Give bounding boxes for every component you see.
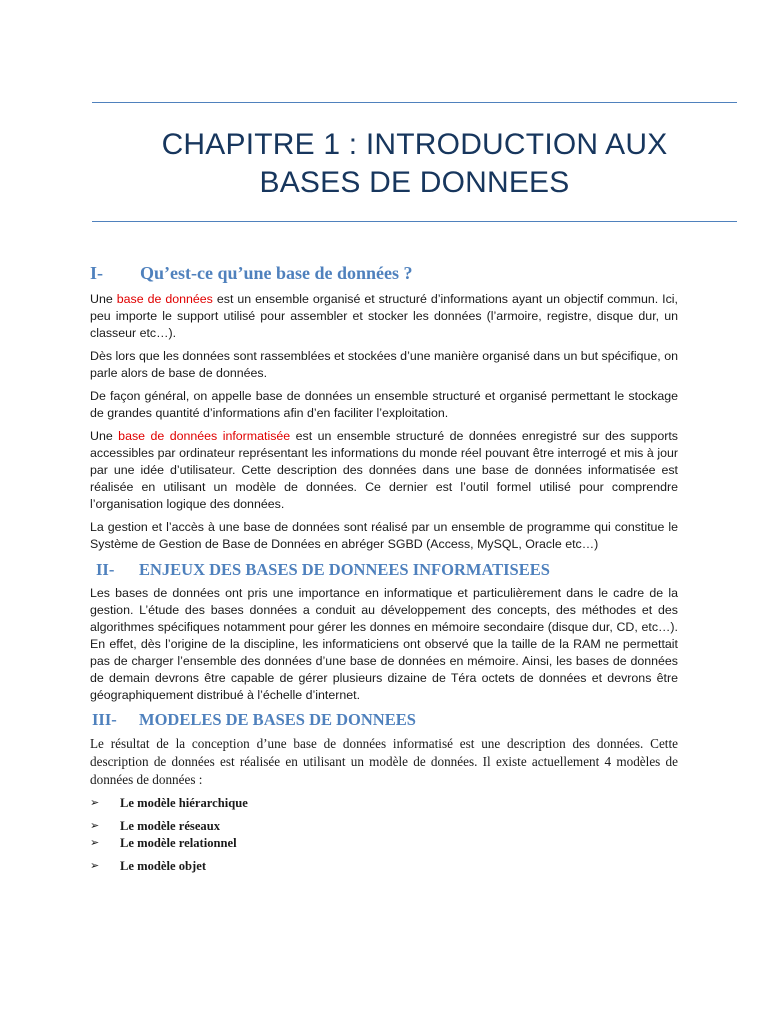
document-body [90, 258, 678, 875]
section-3-number: III- [92, 710, 117, 729]
list-item-label: Le modèle réseaux [120, 819, 221, 833]
chapter-title [92, 126, 737, 202]
section-1-paragraph-2: Dès lors que les données sont rassemblées et stockées d’une manière organisé dans un but spécifique, on parle alors de base de données. [90, 349, 678, 380]
section-3-title: MODELES DE BASES DE DONNEES [139, 710, 416, 729]
list-item [90, 795, 678, 812]
section-1-title: Qu’est-ce qu’une base de données ? [140, 263, 413, 283]
section-1-paragraph-4 [90, 428, 678, 513]
title-bottom-rule [92, 221, 737, 222]
chapter-title-line-2: BASES DE DONNEES [259, 166, 570, 199]
text-run: est un ensemble structuré de données enregistré sur des supports accessibles par ordinateur représentant les informations du monde réel pouvant être interrogé et mis à jour par une idée d’utilisateur. Cette description des données dans une base de données informatisée est réalisée en utilisant un modèle de données. Ce dernier est l’outil formel utilisé pour comprendre l’organisation logique des données. [90, 429, 678, 511]
text-run: Une [90, 292, 117, 306]
text-run: est un ensemble organisé et structuré d’informations ayant un objectif commun. Ici, peu importe le support utilisé pour assembler et stocker les données (l’armoire, registre, disque dur, un classeur etc…). [90, 292, 678, 340]
list-item [90, 835, 678, 852]
arrowhead-bullet-icon: ➢ [90, 797, 100, 809]
title-top-rule [92, 102, 737, 103]
section-2-title: ENJEUX DES BASES DE DONNEES INFORMATISEES [139, 560, 550, 579]
section-2-number: II- [96, 560, 115, 579]
section-1-heading [90, 263, 678, 284]
section-3-paragraph-1: Le résultat de la conception d’une base de données informatisé est une description des données. Cette description de données est réalisée en utilisant un modèle de données. Il existe actuellement 4 modèles de données de données : [90, 736, 678, 787]
section-1-paragraph-1 [90, 291, 678, 342]
section-3-heading [90, 710, 678, 730]
text-run: Une [90, 429, 119, 443]
list-item-label: Le modèle hiérarchique [120, 796, 248, 810]
arrowhead-bullet-icon: ➢ [90, 837, 100, 849]
highlight-term-base-informatisee: base de données informatisée [118, 429, 291, 443]
arrowhead-bullet-icon: ➢ [90, 860, 100, 872]
arrowhead-bullet-icon: ➢ [90, 820, 100, 832]
chapter-title-line-1: CHAPITRE 1 : INTRODUCTION AUX [161, 128, 668, 161]
list-item-label: Le modèle relationnel [120, 836, 237, 850]
highlight-term-base-de-donnees: base de données [116, 292, 213, 306]
section-2-heading [90, 560, 678, 580]
section-1-number: I- [90, 263, 103, 283]
list-item-label: Le modèle objet [120, 859, 207, 873]
section-1-paragraph-5: La gestion et l’accès à une base de données sont réalisé par un ensemble de programme qui constitue le Système de Gestion de Base de Données en abréger SGBD (Access, MySQL, Oracle etc…) [90, 520, 678, 551]
section-2-paragraph-1: Les bases de données ont pris une importance en informatique et particulièrement dans le cadre de la gestion. L’étude des bases données a conduit au développement des concepts, des méthodes et des algorithmes spécifiques notamment pour gérer les donnes en mémoire secondaire (disque dur, CD, etc…). En effet, dès l’origine de la discipline, les informaticiens ont observé que la taille de la RAM ne permettait pas de charger l’ensemble des données d’une base de données en mémoire. Ainsi, les bases de données de demain devrons être capable de gérer plusieurs dizaine de Téra octets de données et devrons être géographiquement distribué à l’échelle d’internet. [90, 586, 678, 702]
list-item [90, 818, 678, 835]
data-models-list [90, 795, 678, 875]
section-1-paragraph-3: De façon général, on appelle base de données un ensemble structuré et organisé permettant le stockage de grandes quantité d’informations afin d’en faciliter l’exploitation. [90, 389, 678, 420]
list-item [90, 858, 678, 875]
